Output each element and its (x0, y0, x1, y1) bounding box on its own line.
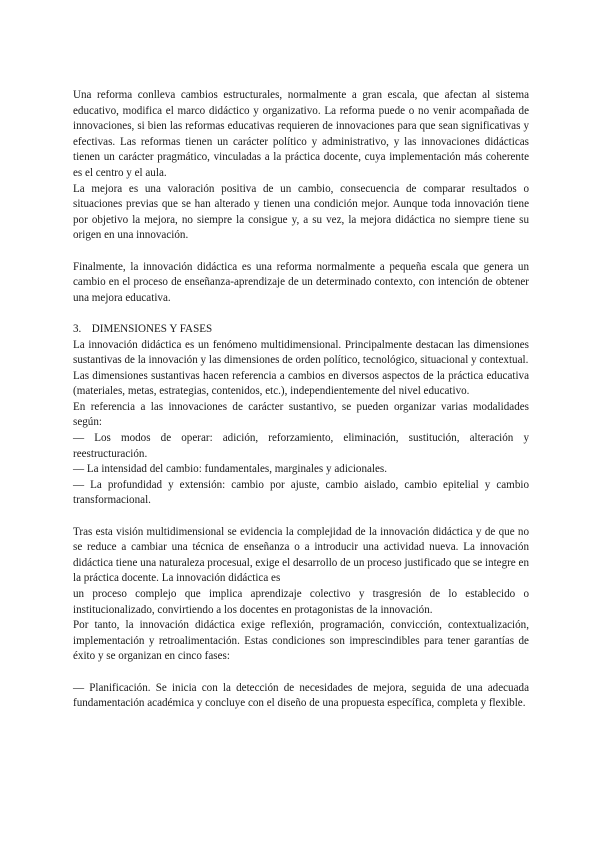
paragraph-proceso-complejo: un proceso complejo que implica aprendizaje colectivo y trasgresión de lo establecido o institucionalizado, convirtiendo a los docentes en protagonistas de la innovación. (73, 588, 529, 616)
paragraph-condiciones: Por tanto, la innovación didáctica exige reflexión, programación, convicción, contextualización, implementación y retroalimentación. Estas condiciones son imprescindibles para tener garantías de éxito y se organizan en cinco fases: (73, 619, 529, 663)
section-number: 3. (73, 322, 82, 335)
list-item-intensidad: — La intensidad del cambio: fundamentales, marginales y adicionales. (73, 463, 388, 476)
paragraph-finalmente: Finalmente, la innovación didáctica es una reforma normalmente a pequeña escala que genera un cambio en el proceso de enseñanza-aprendizaje de un determinado contexto, con intención de obtener una mejora educativa. (73, 260, 529, 304)
list-item-modos-operar: — Los modos de operar: adición, reforzamiento, eliminación, sustitución, alteración y reestructuración. (73, 432, 529, 460)
paragraph-complejidad: Tras esta visión multidimensional se evidencia la complejidad de la innovación didáctica y de que no se reduce a cambiar una técnica de enseñanza o a introducir una actividad nueva. La innovación didáctica tiene una naturaleza procesual, exige el desarrollo de un proceso justificado que se integre en la práctica docente. La innovación didáctica es (73, 525, 529, 585)
paragraph-modalidades: En referencia a las innovaciones de carácter sustantivo, se pueden organizar varias modalidades según: (73, 400, 529, 429)
list-item-planificacion: — Planificación. Se inicia con la detección de necesidades de mejora, seguida de una adecuada fundamentación académica y concluye con el diseño de una propuesta específica, completa y flexible. (73, 681, 529, 710)
list-item-profundidad: — La profundidad y extensión: cambio por ajuste, cambio aislado, cambio epitelial y cambio transformacional. (73, 478, 529, 507)
spacer (73, 665, 529, 681)
section-title: DIMENSIONES Y FASES (91, 322, 213, 335)
paragraph-multidimensional: La innovación didáctica es un fenómeno multidimensional. Principalmente destacan las dimensiones sustantivas de la innovación y las dimensiones de orden político, tecnológico, situacional y contextual. (73, 338, 529, 367)
paragraph-dimensiones-sustantivas: Las dimensiones sustantivas hacen referencia a cambios en diversos aspectos de la práctica educativa (materiales, metas, estrategias, contenidos, etc.), independientemente del nivel educativo. (73, 369, 529, 398)
spacer (73, 509, 529, 525)
paragraph-mejora: La mejora es una valoración positiva de un cambio, consecuencia de comparar resultados o situaciones previas que se han alterado y tienen una condición mejor. Aunque toda innovación tiene por objetivo la mejora, no siempre la consigue y, a su vez, la mejora didáctica no siempre tiene su origen en una innovación. (73, 182, 529, 242)
spacer (73, 306, 529, 322)
paragraph-reforma: Una reforma conlleva cambios estructurales, normalmente a gran escala, que afectan al sistema educativo, modifica el marco didáctico y organizativo. La reforma puede o no venir acompañada de innovaciones, si bien las reformas educativas requieren de innovaciones para que sean significativas y efectivas. Las reformas tienen un carácter político y administrativo, y las innovaciones didácticas tienen un carácter pragmático, vinculadas a la práctica docente, cuya implementación más coherente es el centro y el aula. (73, 89, 529, 179)
document-body (73, 88, 529, 712)
spacer (73, 244, 529, 260)
section-heading (73, 322, 529, 338)
